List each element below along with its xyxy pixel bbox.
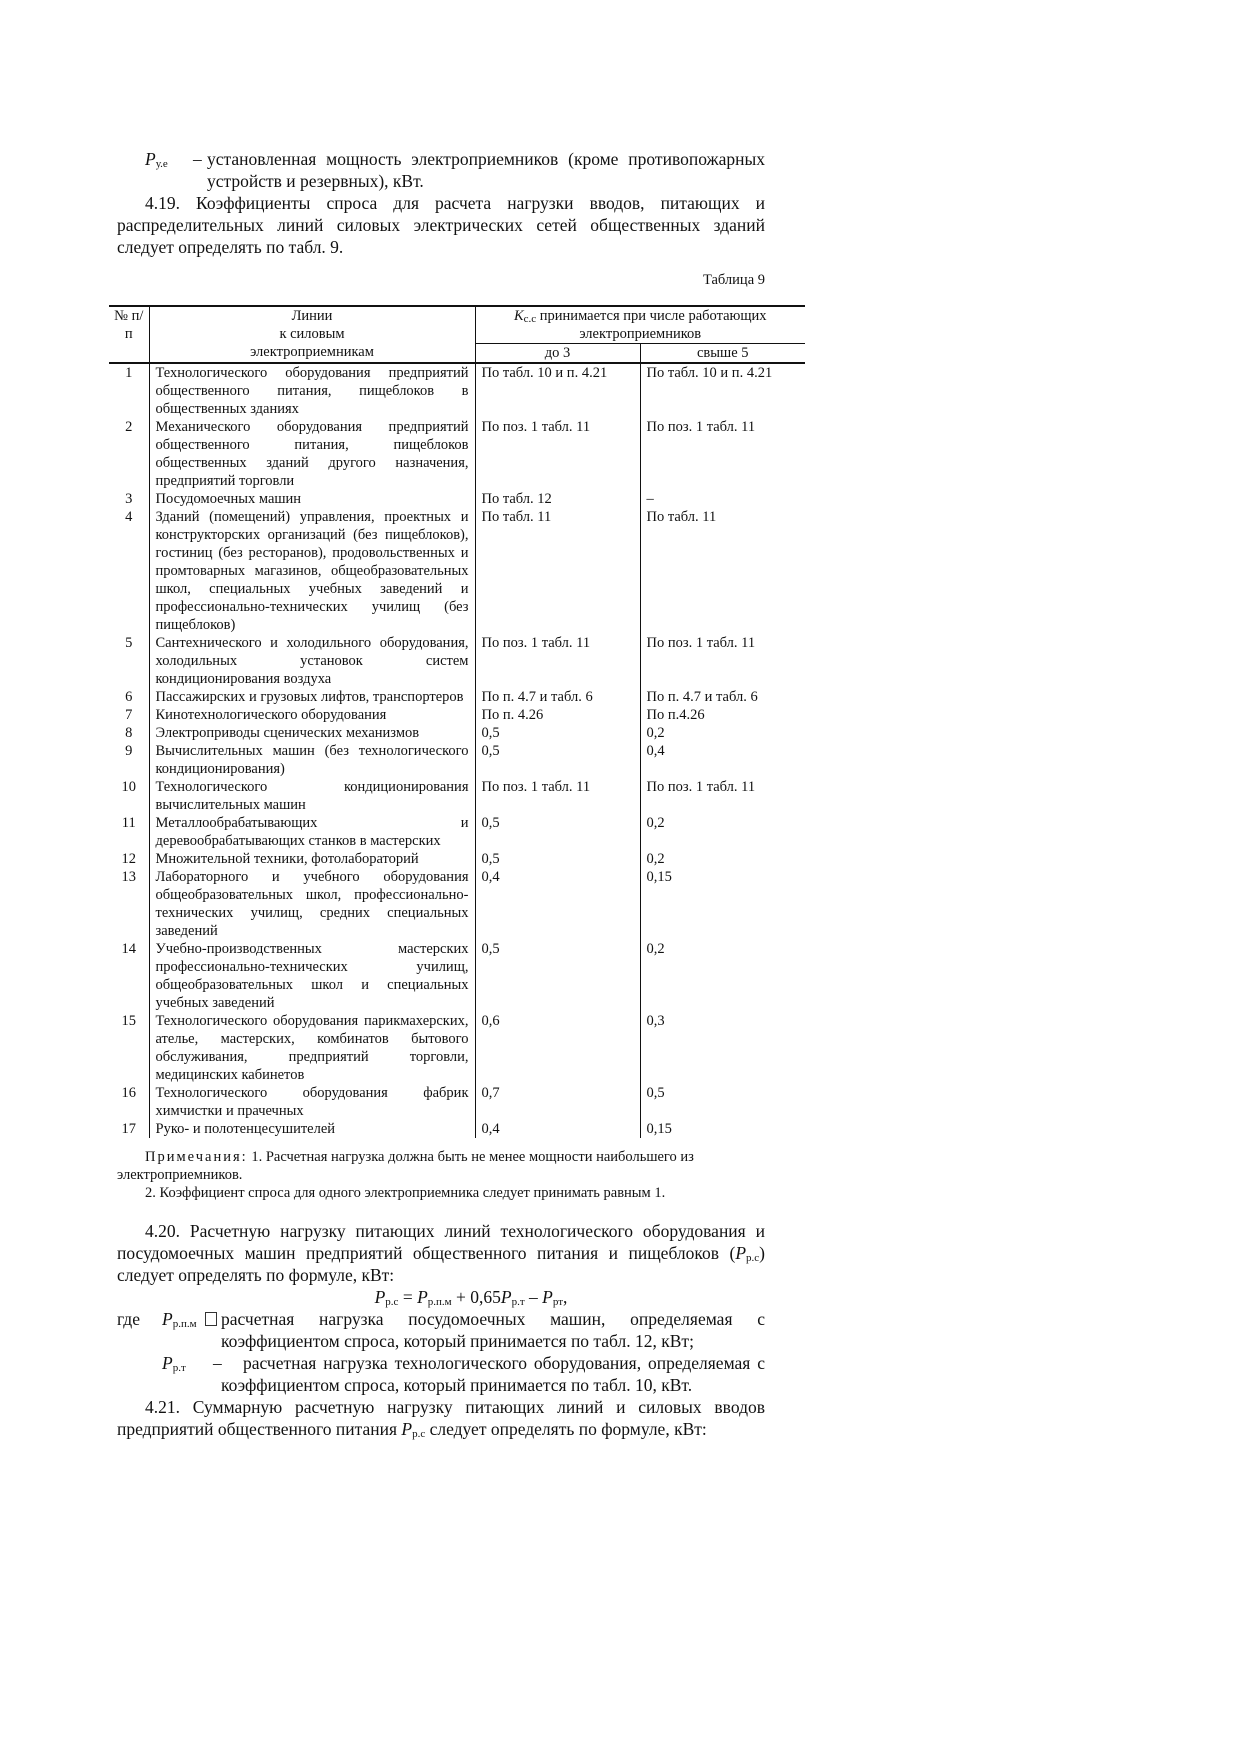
paragraph-4-20: 4.20. Расчетную нагрузку питающих линий технологического оборудования и посудомоечных машин предприятий общественного питания и пищеблоков $(P_{р.с})$ следует определять по формуле, кВт: — [117, 1221, 765, 1285]
definition-text: расчетная нагрузка посудомоечных машин, определяемая с коэффициентом спроса, который принимается по табл. 12, кВт; — [221, 1309, 765, 1351]
row-number: 4 — [125, 509, 133, 525]
row-value-over-5: 0,2 — [640, 814, 805, 850]
table-notes — [117, 1148, 765, 1202]
row-number: 16 — [121, 1085, 136, 1101]
row-value-over-5: 0,5 — [640, 1084, 805, 1120]
definition-p-ue — [117, 148, 765, 192]
note-2: 2. Коэффициент спроса для одного электроприемника следует принимать равным 1. — [145, 1185, 666, 1201]
row-value-over-5: По п. 4.7 и табл. 6 — [640, 688, 805, 706]
table-row — [109, 724, 805, 742]
table-row — [109, 778, 805, 814]
table-row — [109, 490, 805, 508]
row-value-over-5: 0,15 — [640, 868, 805, 940]
definition-p-rpm — [117, 1308, 765, 1352]
definition-symbol: $P_{р.т}$ — [162, 1353, 186, 1374]
header-over-5: свыше 5 — [640, 344, 805, 364]
row-value-over-5: 0,2 — [640, 724, 805, 742]
row-value-up-to-3: 0,5 — [475, 850, 640, 868]
row-lines-name: Металлообрабатывающих и деревообрабатывающих станков в мастерских — [149, 814, 475, 850]
row-number: 2 — [125, 419, 133, 435]
row-number: 9 — [125, 743, 133, 759]
header-kcc: $K_{с.с}$ принимается при числе работающих электроприемников — [475, 306, 805, 344]
header-lines: Линии к силовым электроприемникам — [149, 306, 475, 363]
row-value-up-to-3: 0,5 — [475, 742, 640, 778]
row-value-up-to-3: По п. 4.26 — [475, 706, 640, 724]
row-value-up-to-3: По п. 4.7 и табл. 6 — [475, 688, 640, 706]
row-value-up-to-3: 0,5 — [475, 814, 640, 850]
row-lines-name: Электроприводы сценических механизмов — [149, 724, 475, 742]
row-lines-name: Механического оборудования предприятий общественного питания, пищеблоков общественных зданий другого назначения, предприятий торговли — [149, 418, 475, 490]
row-number: 8 — [125, 725, 133, 741]
row-value-up-to-3: По поз. 1 табл. 11 — [475, 418, 640, 490]
row-lines-name: Технологического оборудования парикмахерских, ателье, мастерских, комбинатов бытового обслуживания, предприятий торговли, медицинских кабинетов — [149, 1012, 475, 1084]
paragraph-4-21: 4.21. Суммарную расчетную нагрузку питающих линий и силовых вводов предприятий общественного питания $P_{р.с}$ следует определять по формуле, кВт: — [117, 1397, 765, 1440]
row-value-over-5: 0,2 — [640, 940, 805, 1012]
note-1: Примечания: 1. Расчетная нагрузка должна быть не менее мощности наибольшего из электроприемников. — [117, 1149, 694, 1183]
row-lines-name: Кинотехнологического оборудования — [149, 706, 475, 724]
row-value-over-5: 0,3 — [640, 1012, 805, 1084]
row-value-over-5: 0,15 — [640, 1120, 805, 1138]
table-9 — [109, 305, 805, 1138]
table-row — [109, 940, 805, 1012]
row-value-up-to-3: 0,6 — [475, 1012, 640, 1084]
row-value-up-to-3: По поз. 1 табл. 11 — [475, 634, 640, 688]
row-lines-name: Технологического кондиционирования вычислительных машин — [149, 778, 475, 814]
row-lines-name: Технологического оборудования фабрик химчистки и прачечных — [149, 1084, 475, 1120]
row-lines-name: Технологического оборудования предприятий общественного питания, пищеблоков в общественных зданиях — [149, 363, 475, 418]
row-lines-name: Посудомоечных машин — [149, 490, 475, 508]
row-value-over-5: – — [640, 490, 805, 508]
row-lines-name: Пассажирских и грузовых лифтов, транспортеров — [149, 688, 475, 706]
row-number: 11 — [121, 815, 136, 831]
row-number: 6 — [125, 689, 133, 705]
row-lines-name: Вычислительных машин (без технологического кондиционирования) — [149, 742, 475, 778]
row-value-up-to-3: 0,4 — [475, 1120, 640, 1138]
table-row — [109, 706, 805, 724]
table-row — [109, 868, 805, 940]
row-number: 15 — [121, 1013, 136, 1029]
row-value-over-5: По табл. 11 — [640, 508, 805, 634]
header-up-to-3: до 3 — [475, 344, 640, 364]
definition-p-rt — [117, 1352, 765, 1396]
definition-text: расчетная нагрузка технологического оборудования, определяемая с коэффициентом спроса, который принимается по табл. 10, кВт. — [221, 1353, 765, 1395]
row-number: 7 — [125, 707, 133, 723]
definition-text: установленная мощность электроприемников (кроме противопожарных устройств и резервных), кВт. — [207, 149, 765, 191]
row-value-over-5: 0,2 — [640, 850, 805, 868]
row-number: 13 — [121, 869, 136, 885]
table-row — [109, 1012, 805, 1084]
row-lines-name: Учебно-производственных мастерских профессионально-технических училищ, общеобразовательных школ и специальных учебных заведений — [149, 940, 475, 1012]
definition-dash: – — [213, 1353, 222, 1373]
definition-symbol: $P_{р.п.м}$ — [162, 1308, 217, 1330]
table-row — [109, 634, 805, 688]
row-number: 14 — [121, 941, 136, 957]
row-value-up-to-3: 0,4 — [475, 868, 640, 940]
table-row — [109, 688, 805, 706]
row-number: 10 — [121, 779, 136, 795]
table-row — [109, 850, 805, 868]
table-row — [109, 1084, 805, 1120]
row-number: 5 — [125, 635, 133, 651]
header-number: № п/п — [109, 306, 149, 363]
table-row — [109, 1120, 805, 1138]
paragraph-4-19: 4.19. Коэффициенты спроса для расчета нагрузки вводов, питающих и распределительных линий силовых электрических сетей общественных зданий следует определять по табл. 9. — [117, 193, 765, 257]
row-value-over-5: По поз. 1 табл. 11 — [640, 634, 805, 688]
table-row — [109, 814, 805, 850]
formula-prc: $P_{р.с} = P_{р.п.м} + 0,65P_{р.т} - P_{рт}$, — [374, 1287, 568, 1308]
row-value-up-to-3: По табл. 11 — [475, 508, 640, 634]
row-number: 1 — [125, 365, 133, 381]
definition-dash: – — [193, 149, 202, 169]
row-value-over-5: По табл. 10 и п. 4.21 — [640, 363, 805, 418]
row-value-over-5: По поз. 1 табл. 11 — [640, 418, 805, 490]
row-value-up-to-3: 0,5 — [475, 940, 640, 1012]
table-body — [109, 363, 805, 1138]
row-number: 12 — [121, 851, 136, 867]
row-value-up-to-3: По поз. 1 табл. 11 — [475, 778, 640, 814]
table-row — [109, 508, 805, 634]
table-caption: Таблица 9 — [702, 272, 765, 288]
row-value-up-to-3: По табл. 10 и п. 4.21 — [475, 363, 640, 418]
document-page — [114, 148, 773, 1440]
row-lines-name: Зданий (помещений) управления, проектных и конструкторских организаций (без пищеблоков), гостиниц (без ресторанов), продовольственных и промтоварных магазинов, общеобразовательных школ, специальных учебных заведений и профессионально-технических училищ (без пищеблоков) — [149, 508, 475, 634]
row-value-over-5: По поз. 1 табл. 11 — [640, 778, 805, 814]
row-value-up-to-3: 0,5 — [475, 724, 640, 742]
row-lines-name: Руко- и полотенцесушителей — [149, 1120, 475, 1138]
definition-symbol: $P_{у.е}$ — [145, 149, 168, 170]
where-word: где — [117, 1309, 140, 1329]
row-value-up-to-3: По табл. 12 — [475, 490, 640, 508]
row-number: 3 — [125, 491, 133, 507]
row-lines-name: Лабораторного и учебного оборудования общеобразовательных школ, профессионально-технических училищ, средних специальных заведений — [149, 868, 475, 940]
row-lines-name: Сантехнического и холодильного оборудования, холодильных установок систем кондиционирования воздуха — [149, 634, 475, 688]
row-number: 17 — [121, 1121, 136, 1137]
table-row — [109, 418, 805, 490]
row-value-over-5: 0,4 — [640, 742, 805, 778]
row-value-up-to-3: 0,7 — [475, 1084, 640, 1120]
table-row — [109, 742, 805, 778]
row-value-over-5: По п.4.26 — [640, 706, 805, 724]
table-row — [109, 363, 805, 418]
row-lines-name: Множительной техники, фотолабораторий — [149, 850, 475, 868]
